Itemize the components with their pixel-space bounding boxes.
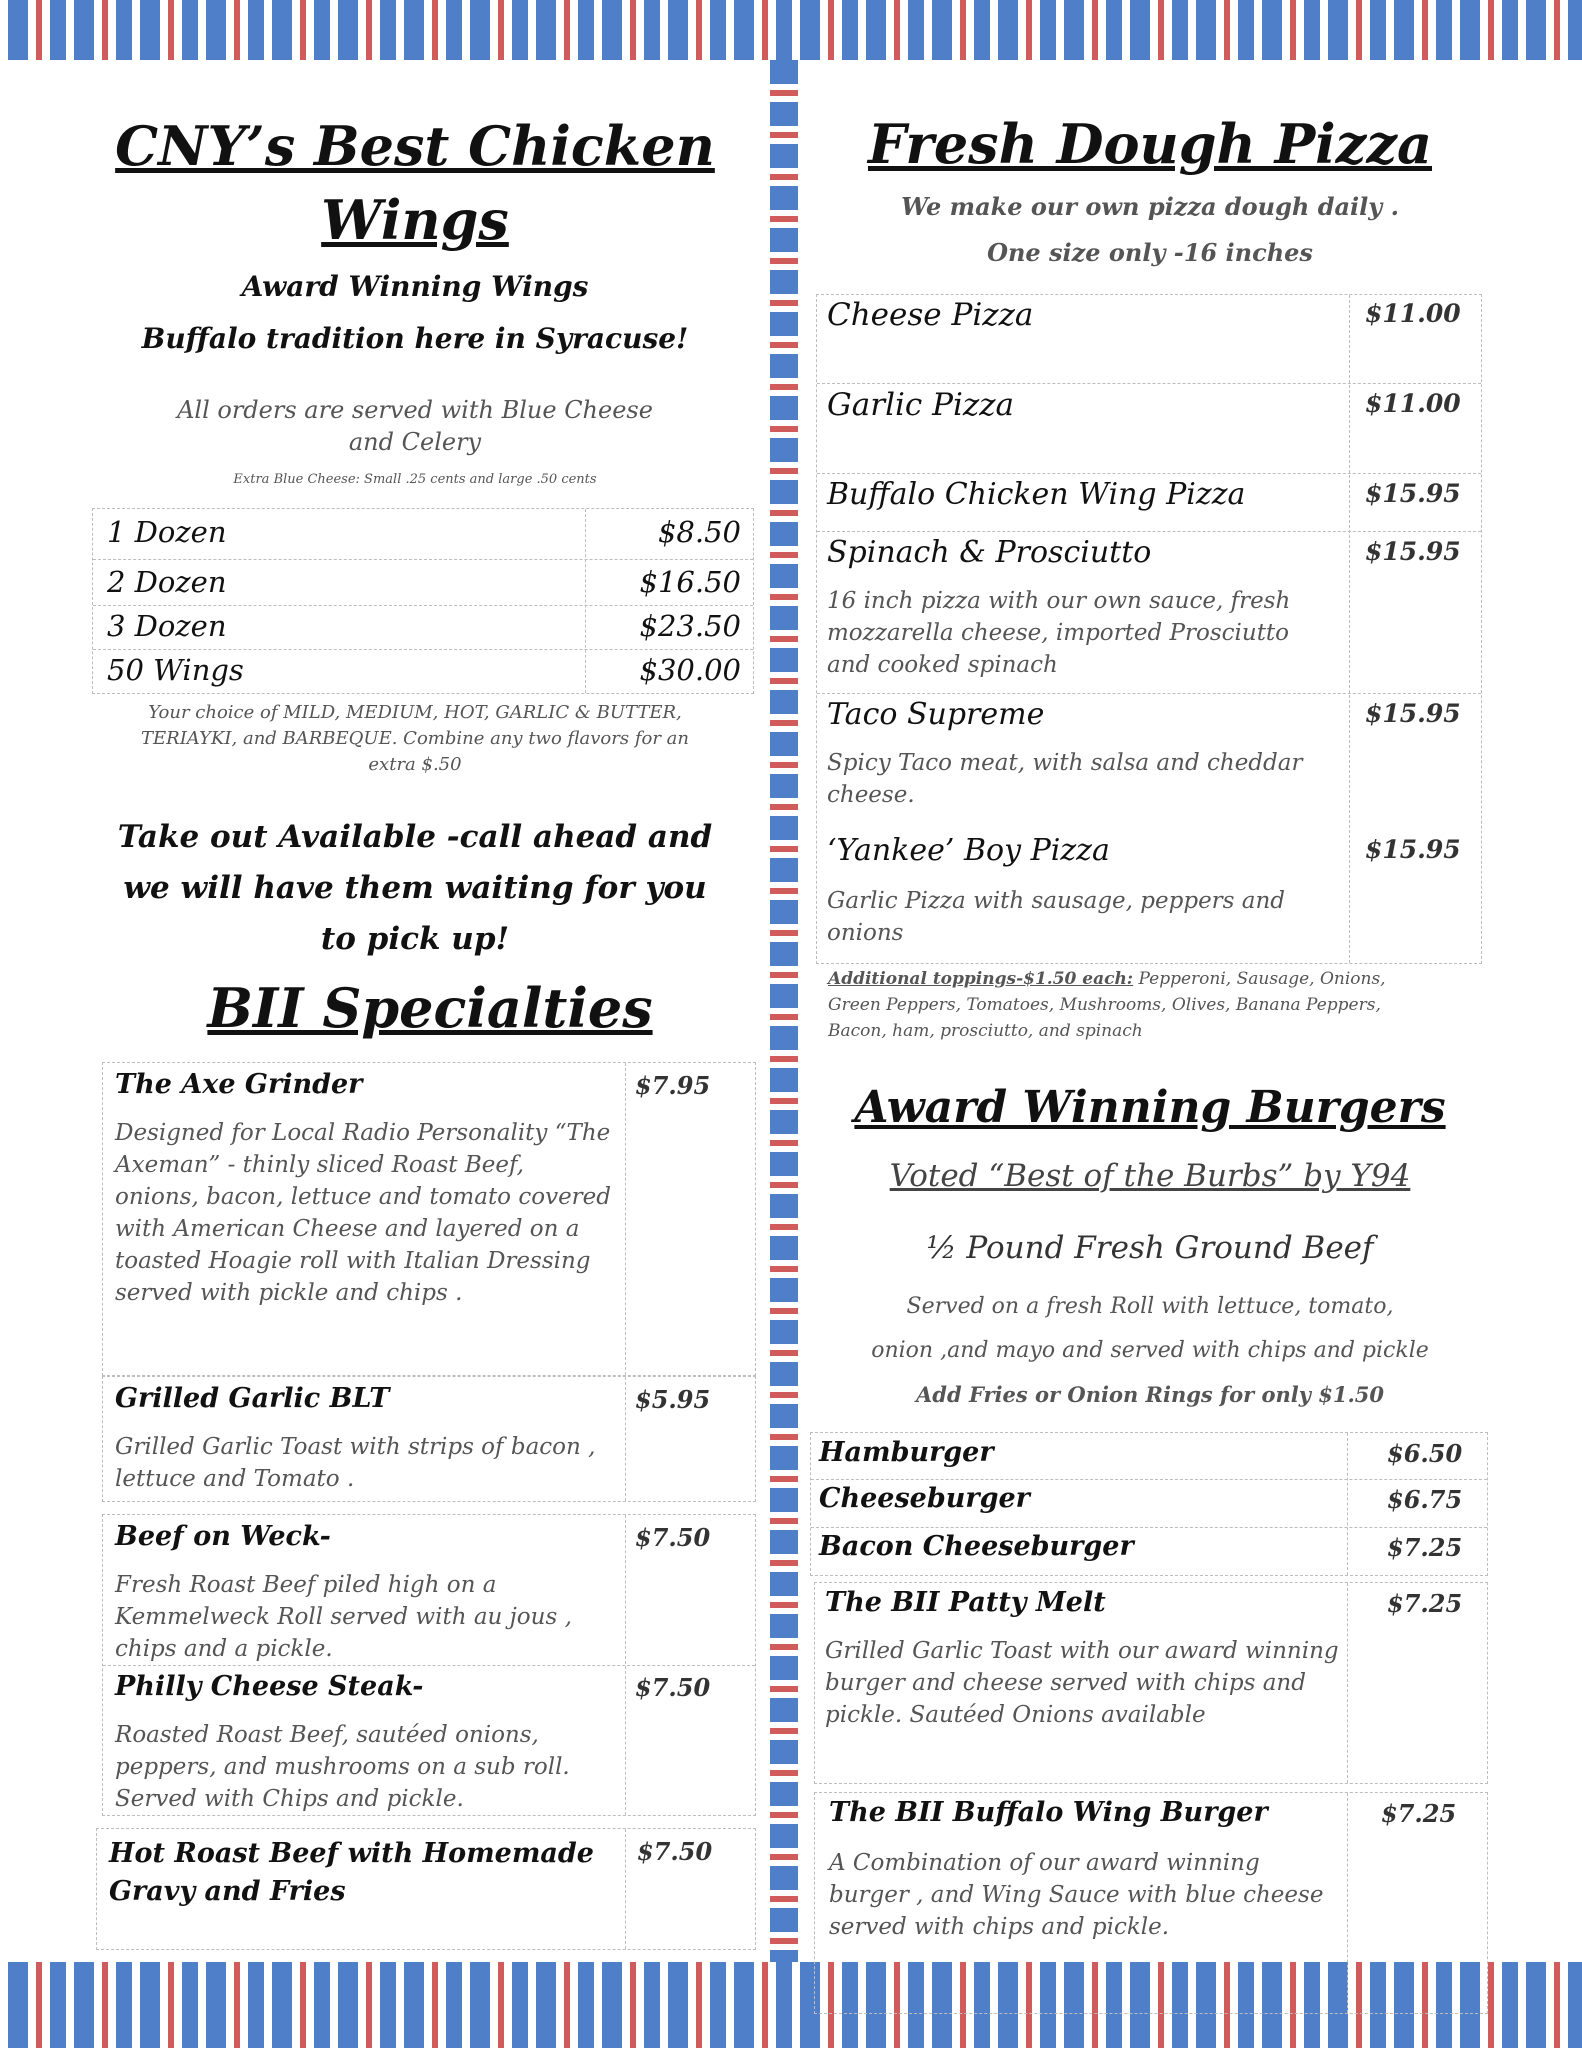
wings-flavors-note: Your choice of MILD, MEDIUM, HOT, GARLIC & BUTTER, TERIAYKI, and BARBEQUE. Combine any two flavors for an extra $.50	[141, 702, 689, 775]
pizza-item-price: $15.95	[1365, 699, 1461, 728]
pizza-item-desc: Garlic Pizza with sausage, peppers and onions	[827, 888, 1286, 946]
wings-subtitle-award: Award Winning Wings	[241, 270, 589, 303]
burgers-add-fries: Add Fries or Onion Rings for only $1.50	[915, 1382, 1384, 1407]
wings-item-price: $30.00	[639, 653, 741, 687]
pizza-item-price: $11.00	[1365, 299, 1461, 328]
pizza-subtitle-size: One size only -16 inches	[987, 238, 1313, 267]
pizza-item-name: Spinach & Prosciutto	[827, 535, 1152, 570]
burger-special-item	[814, 1792, 1488, 2014]
burger-item-price: $6.75	[1387, 1485, 1463, 1514]
pizza-item-desc: 16 inch pizza with our own sauce, fresh mozzarella cheese, imported Prosciutto and cooked spinach	[827, 588, 1291, 678]
burger-special-price: $7.25	[1387, 1589, 1463, 1618]
wings-item-name: 2 Dozen	[107, 565, 227, 599]
burger-item-price: $6.50	[1387, 1439, 1463, 1468]
wings-served-note: All orders are served with Blue Cheese and Celery	[177, 396, 653, 456]
pizza-subtitle-dough: We make our own pizza dough daily .	[901, 192, 1399, 221]
burger-special-item	[814, 1582, 1488, 1784]
takeout-note: Take out Available -call ahead and we will have them waiting for you to pick up!	[117, 819, 713, 957]
burgers-served-line2: onion ,and mayo and served with chips and pickle	[871, 1338, 1429, 1363]
wings-item-name: 50 Wings	[107, 653, 244, 687]
specialty-item-price: $7.50	[637, 1837, 713, 1866]
burgers-half-pound: ½ Pound Fresh Ground Beef	[926, 1230, 1374, 1266]
specialty-item-price: $5.95	[635, 1385, 711, 1414]
pizza-item-price: $15.95	[1365, 479, 1461, 508]
wings-item-price: $16.50	[639, 565, 741, 599]
specialty-item-price: $7.50	[635, 1673, 711, 1702]
specialty-item-desc: Fresh Roast Beef piled high on a Kemmelweck Roll served with au jous , chips and a pickle.	[115, 1572, 572, 1662]
burger-special-price: $7.25	[1381, 1799, 1457, 1828]
wings-title-line2: Wings	[321, 188, 509, 252]
wings-item-name: 1 Dozen	[107, 515, 227, 549]
specialties-title: BII Specialties	[207, 976, 653, 1040]
specialty-item-price: $7.95	[635, 1071, 711, 1100]
pizza-toppings-note	[828, 966, 1428, 1044]
pizza-item-name: Cheese Pizza	[827, 297, 1034, 333]
burgers-title: Award Winning Burgers	[854, 1082, 1446, 1133]
pizza-item-price: $15.95	[1365, 835, 1461, 864]
specialty-item-name: Beef on Weck-	[115, 1521, 331, 1552]
toppings-list: Pepperoni, Sausage, Onions, Green Peppers, Tomatoes, Mushrooms, Olives, Banana Peppers, Bacon, ham, prosciutto, and spinach	[828, 969, 1386, 1041]
burger-item-name: Cheeseburger	[819, 1483, 1030, 1514]
specialty-item	[96, 1828, 756, 1950]
specialty-item-name: The Axe Grinder	[115, 1069, 363, 1100]
specialty-item	[102, 1062, 756, 1376]
specialty-item-name: Grilled Garlic BLT	[115, 1383, 390, 1414]
pizza-item-desc: Spicy Taco meat, with salsa and cheddar cheese.	[827, 750, 1303, 808]
pizza-item-price: $15.95	[1365, 537, 1461, 566]
burgers-voted: Voted “Best of the Burbs” by Y94	[889, 1158, 1411, 1194]
specialty-item-price: $7.50	[635, 1523, 711, 1552]
specialty-item-desc: Roasted Roast Beef, sautéed onions, peppers, and mushrooms on a sub roll. Served with Chips and pickle.	[115, 1722, 570, 1812]
burger-item-price: $7.25	[1387, 1533, 1463, 1562]
burger-item-name: Bacon Cheeseburger	[819, 1531, 1134, 1562]
specialty-item-group	[102, 1514, 756, 1816]
burger-special-desc: A Combination of our award winning burger , and Wing Sauce with blue cheese served with chips and pickle.	[829, 1850, 1324, 1940]
burger-item-name: Hamburger	[819, 1437, 994, 1468]
pizza-price-table	[816, 294, 1482, 964]
burger-special-name: The BII Buffalo Wing Burger	[829, 1797, 1268, 1828]
wings-title-line1: CNY’s Best Chicken	[115, 114, 715, 178]
wings-subtitle-tradition: Buffalo tradition here in Syracuse!	[141, 322, 689, 355]
pizza-item-name: Buffalo Chicken Wing Pizza	[827, 477, 1246, 512]
burgers-served-line1: Served on a fresh Roll with lettuce, tomato,	[906, 1294, 1394, 1319]
pizza-item-name: Garlic Pizza	[827, 387, 1015, 423]
specialty-item-desc: Grilled Garlic Toast with strips of bacon , lettuce and Tomato .	[115, 1434, 596, 1492]
pizza-title: Fresh Dough Pizza	[867, 112, 1433, 176]
burger-price-table	[810, 1432, 1488, 1576]
top-stripe-border	[0, 0, 1582, 60]
wings-item-name: 3 Dozen	[107, 609, 227, 643]
wings-price-table	[92, 508, 754, 694]
wings-extra-note: Extra Blue Cheese: Small .25 cents and large .50 cents	[233, 472, 597, 487]
specialty-item-name: Hot Roast Beef with Homemade Gravy and Fries	[109, 1838, 594, 1907]
burger-special-name: The BII Patty Melt	[825, 1587, 1106, 1618]
pizza-item-name: ‘Yankee’ Boy Pizza	[827, 833, 1110, 868]
wings-item-price: $8.50	[657, 515, 741, 549]
specialty-item	[102, 1376, 756, 1502]
pizza-item-price: $11.00	[1365, 389, 1461, 418]
toppings-label: Additional toppings-$1.50 each:	[828, 969, 1134, 989]
pizza-item-name: Taco Supreme	[827, 697, 1045, 732]
specialty-item-desc: Designed for Local Radio Personality “The Axeman” - thinly sliced Roast Beef, onions, bacon, lettuce and tomato covered with American Cheese and layered on a toasted Hoagie roll with Italian Dressing served with pickle and chips .	[115, 1120, 612, 1306]
center-divider	[770, 60, 798, 1962]
wings-item-price: $23.50	[639, 609, 741, 643]
burger-special-desc: Grilled Garlic Toast with our award winning burger and cheese served with chips and pickle. Sautéed Onions available	[825, 1638, 1339, 1728]
specialty-item-name: Philly Cheese Steak-	[115, 1671, 424, 1702]
